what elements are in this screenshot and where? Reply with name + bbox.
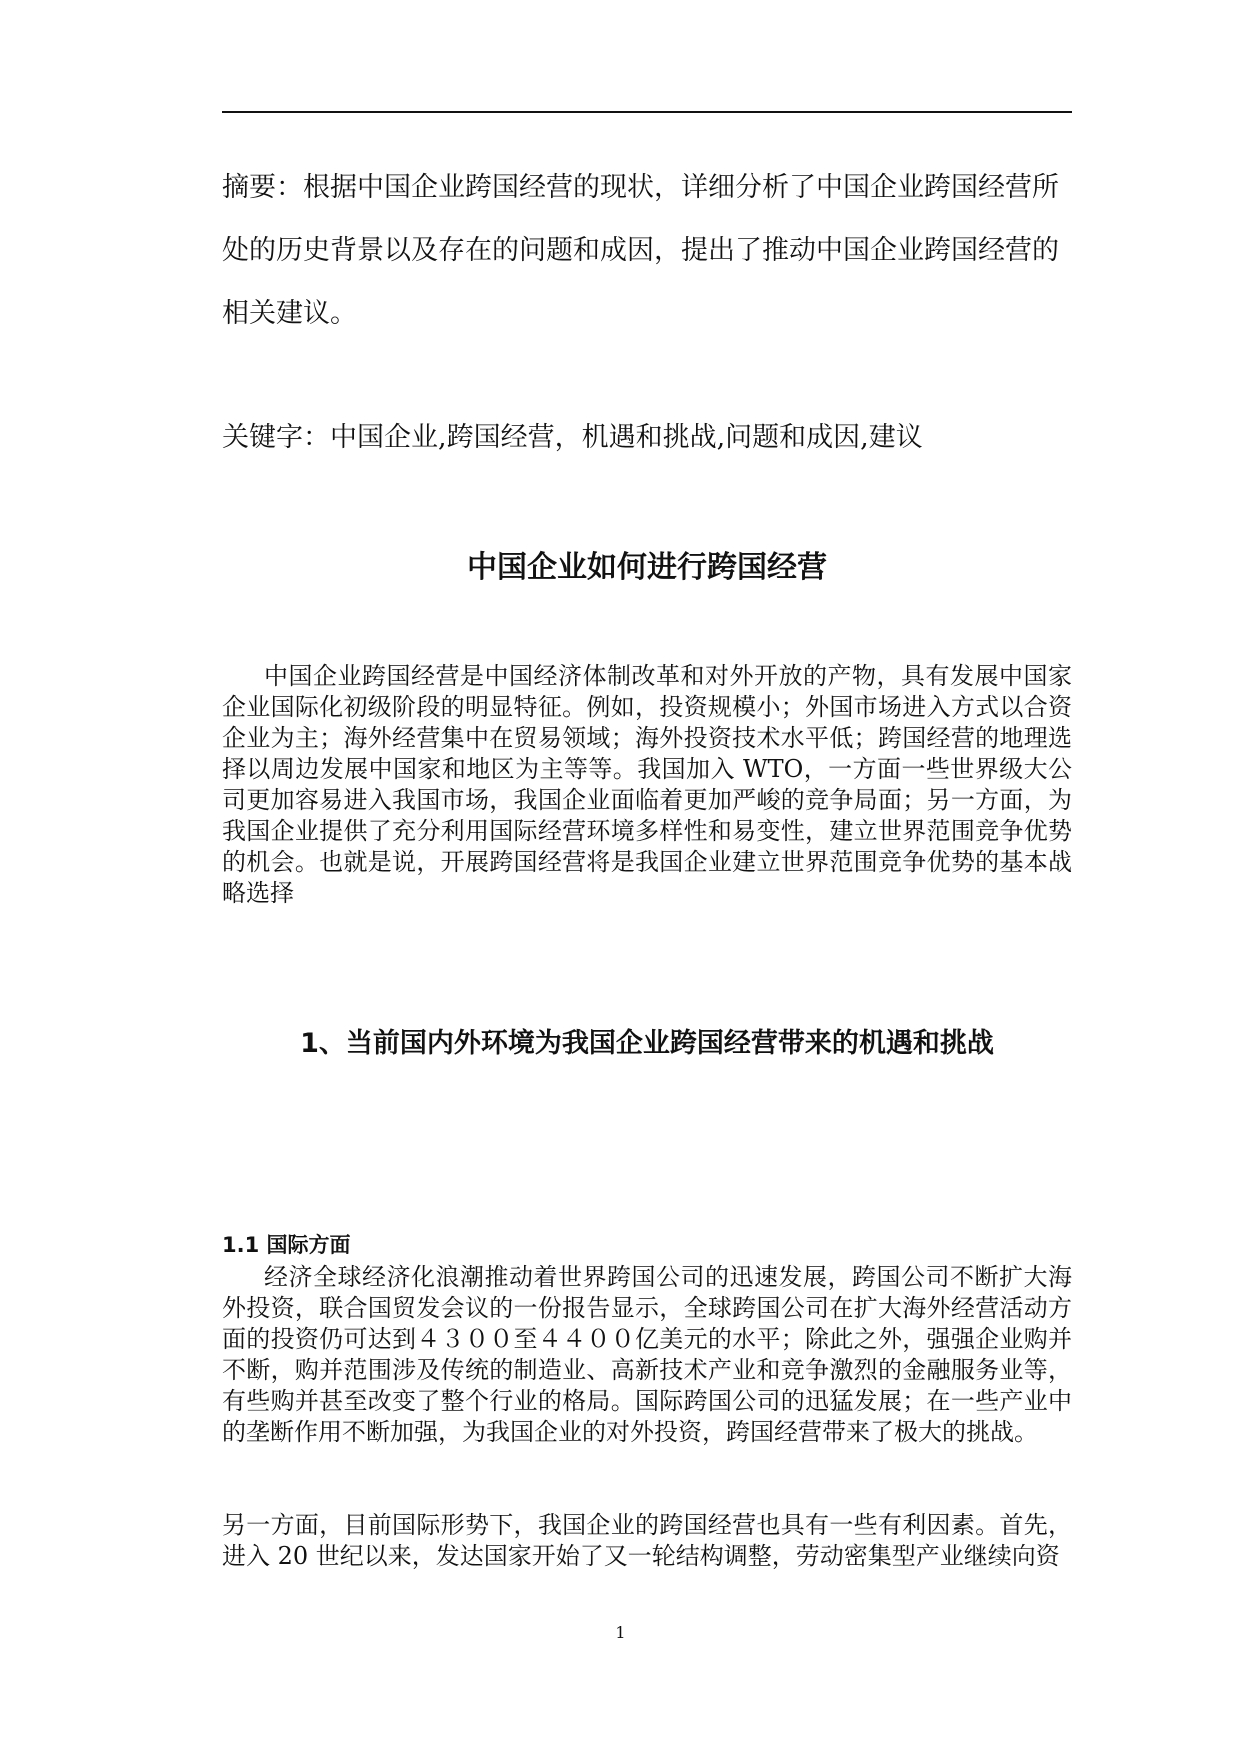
keywords: 关键字：中国企业,跨国经营，机遇和挑战,问题和成因,建议 <box>222 422 923 453</box>
body-paragraph: 另一方面，目前国际形势下，我国企业的跨国经营也具有一些有利因素。首先，进入 20 世纪以来，发达国家开始了又一轮结构调整，劳动密集型产业继续向资 <box>222 1511 1072 1570</box>
document-title: 中国企业如何进行跨国经营 <box>467 550 827 585</box>
header-rule <box>222 111 1072 113</box>
body-paragraph: 经济全球经济化浪潮推动着世界跨国公司的迅速发展，跨国公司不断扩大海外投资，联合国贸发会议的一份报告显示，全球跨国公司在扩大海外经营活动方面的投资仍可达到４３００至４４００亿美元的水平；除此之外，强强企业购并不断，购并范围涉及传统的制造业、高新技术产业和竞争激烈的金融服务业等，有些购并甚至改变了整个行业的格局。国际跨国公司的迅猛发展；在一些产业中的垄断作用不断加强，为我国企业的对外投资，跨国经营带来了极大的挑战。 <box>222 1263 1072 1446</box>
intro-paragraph: 中国企业跨国经营是中国经济体制改革和对外开放的产物，具有发展中国家企业国际化初级阶段的明显特征。例如，投资规模小；外国市场进入方式以合资企业为主；海外经营集中在贸易领域；海外投资技术水平低；跨国经营的地理选择以周边发展中国家和地区为主等等。我国加入 WTO，一方面一些世界级大公司更加容易进入我国市场，我国企业面临着更加严峻的竞争局面；另一方面，为我国企业提供了充分利用国际经营环境多样性和易变性，建立世界范围竞争优势的机会。也就是说，开展跨国经营将是我国企业建立世界范围竞争优势的基本战略选择 <box>222 662 1072 907</box>
subsection-heading: 1.1 国际方面 <box>222 1233 351 1257</box>
section-heading: 1、当前国内外环境为我国企业跨国经营带来的机遇和挑战 <box>300 1028 994 1059</box>
abstract: 摘要：根据中国企业跨国经营的现状，详细分析了中国企业跨国经营所处的历史背景以及存在的问题和成因，提出了推动中国企业跨国经营的相关建议。 <box>222 172 1059 329</box>
page-number: 1 <box>615 1623 626 1642</box>
